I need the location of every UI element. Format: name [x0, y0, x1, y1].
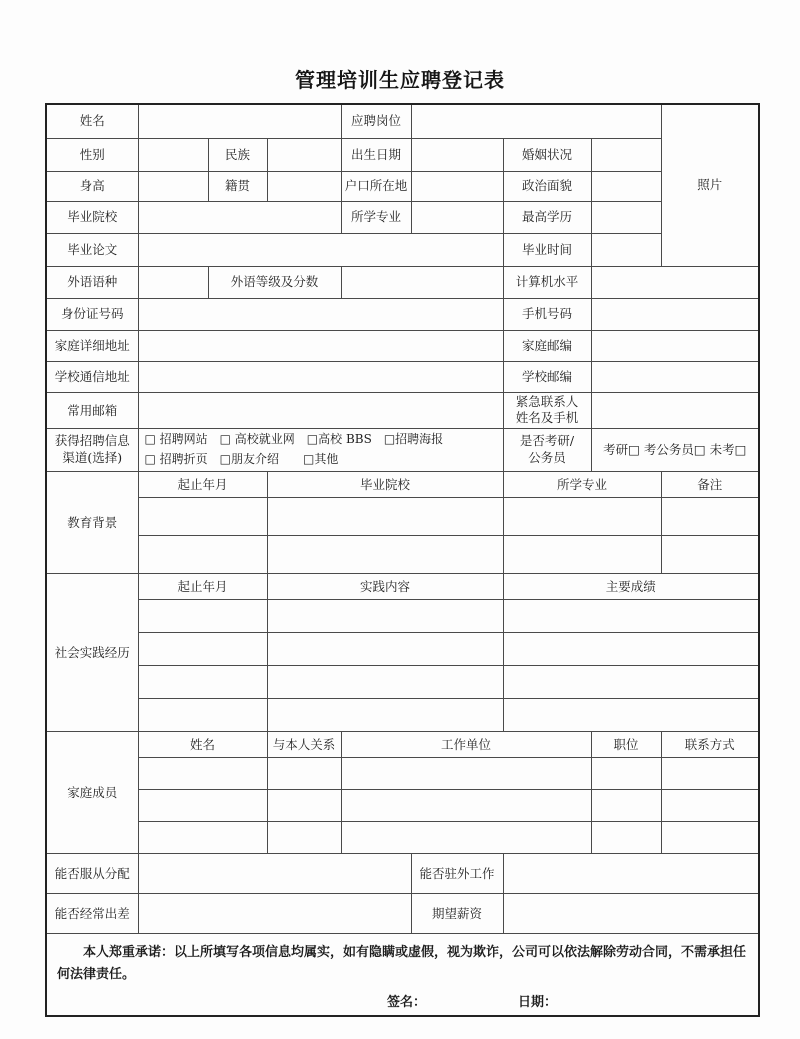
- position-field[interactable]: [411, 104, 661, 138]
- foreign-language-field[interactable]: [138, 266, 208, 298]
- education-header-period: 起止年月: [138, 471, 267, 497]
- declaration-text: 本人郑重承诺：以上所填写各项信息均属实，如有隐瞒或虚假，视为欺诈，公司可以依法解除劳动合同，不需承担任何法律责任。: [57, 944, 747, 982]
- position-label: 应聘岗位: [341, 104, 411, 138]
- education-row-cell[interactable]: [661, 535, 759, 573]
- family-section-label: 家庭成员: [46, 731, 138, 853]
- channel-checkbox-row1[interactable]: □ 招聘网站 □ 高校就业网 □高校 BBS □招聘海报: [144, 432, 444, 447]
- family-row-cell[interactable]: [138, 789, 267, 821]
- mobile-field[interactable]: [591, 298, 759, 330]
- recruit-channel-label: [46, 429, 138, 472]
- hukou-field[interactable]: [411, 171, 503, 201]
- form-title: 管理培训生应聘登记表: [295, 68, 505, 92]
- family-row-cell[interactable]: [661, 757, 759, 789]
- family-row-cell[interactable]: [267, 757, 341, 789]
- family-row-cell[interactable]: [591, 757, 661, 789]
- emergency-contact-label-line2: 姓名及手机: [515, 410, 579, 426]
- practice-row-cell[interactable]: [503, 632, 759, 665]
- id-number-label: 身份证号码: [46, 298, 138, 330]
- family-row-cell[interactable]: [661, 821, 759, 853]
- salary-label: 期望薪资: [411, 893, 503, 933]
- practice-row-cell[interactable]: [503, 599, 759, 632]
- practice-row-cell[interactable]: [267, 599, 503, 632]
- family-row-cell[interactable]: [341, 789, 591, 821]
- signature-row: [57, 995, 748, 1011]
- birthdate-label: 出生日期: [341, 138, 411, 171]
- marital-status-field[interactable]: [591, 138, 661, 171]
- emergency-contact-label-line1: 紧急联系人: [515, 393, 579, 409]
- emergency-contact-label: [503, 392, 591, 429]
- thesis-field[interactable]: [138, 233, 503, 266]
- computer-level-label: 计算机水平: [503, 266, 591, 298]
- computer-level-field[interactable]: [591, 266, 759, 298]
- thesis-label: 毕业论文: [46, 233, 138, 266]
- education-header-major: 所学专业: [503, 471, 661, 497]
- home-zip-label: 家庭邮编: [503, 330, 591, 361]
- school-address-field[interactable]: [138, 361, 503, 392]
- family-row-cell[interactable]: [267, 789, 341, 821]
- language-level-label: 外语等级及分数: [208, 266, 341, 298]
- practice-row-cell[interactable]: [267, 698, 503, 731]
- native-place-field[interactable]: [267, 171, 341, 201]
- height-field[interactable]: [138, 171, 208, 201]
- relocate-label: 能否服从分配: [46, 853, 138, 893]
- exam-label-line2: 公务员: [528, 450, 566, 466]
- salary-field[interactable]: [503, 893, 759, 933]
- native-place-label: 籍贯: [208, 171, 267, 201]
- hukou-label: 户口所在地: [341, 171, 411, 201]
- practice-header-achievement: 主要成绩: [503, 573, 759, 599]
- name-label: 姓名: [46, 104, 138, 138]
- school-zip-label: 学校邮编: [503, 361, 591, 392]
- practice-header-period: 起止年月: [138, 573, 267, 599]
- practice-header-content: 实践内容: [267, 573, 503, 599]
- home-address-label: 家庭详细地址: [46, 330, 138, 361]
- education-header-remark: 备注: [661, 471, 759, 497]
- date-label[interactable]: 日期：: [518, 995, 558, 1011]
- education-section-label: 教育背景: [46, 471, 138, 573]
- practice-row-cell[interactable]: [267, 632, 503, 665]
- graduation-time-field[interactable]: [591, 233, 661, 266]
- practice-row-cell[interactable]: [503, 698, 759, 731]
- school-zip-field[interactable]: [591, 361, 759, 392]
- education-row-cell[interactable]: [138, 497, 267, 535]
- height-label: 身高: [46, 171, 138, 201]
- emergency-contact-field[interactable]: [591, 392, 759, 429]
- education-row-cell[interactable]: [138, 535, 267, 573]
- home-address-field[interactable]: [138, 330, 503, 361]
- email-field[interactable]: [138, 392, 503, 429]
- major-label: 所学专业: [341, 201, 411, 233]
- degree-field[interactable]: [591, 201, 661, 233]
- email-label: 常用邮箱: [46, 392, 138, 429]
- recruit-channel-label-line2: 渠道(选择): [62, 450, 123, 466]
- ethnicity-field[interactable]: [267, 138, 341, 171]
- exam-label-line1: 是否考研/: [519, 433, 575, 449]
- family-header-employer: 工作单位: [341, 731, 591, 757]
- practice-section-label: 社会实践经历: [46, 573, 138, 731]
- family-row-cell[interactable]: [661, 789, 759, 821]
- ethnicity-label: 民族: [208, 138, 267, 171]
- education-row-cell[interactable]: [267, 497, 503, 535]
- relocate-field[interactable]: [138, 853, 411, 893]
- major-field[interactable]: [411, 201, 503, 233]
- recruit-channel-options: [138, 429, 503, 472]
- family-row-cell[interactable]: [591, 789, 661, 821]
- abroad-field[interactable]: [503, 853, 759, 893]
- family-row-cell[interactable]: [591, 821, 661, 853]
- college-field[interactable]: [138, 201, 341, 233]
- practice-row-cell[interactable]: [138, 599, 267, 632]
- id-number-field[interactable]: [138, 298, 503, 330]
- practice-row-cell[interactable]: [138, 632, 267, 665]
- family-row-cell[interactable]: [138, 757, 267, 789]
- family-header-relation: 与本人关系: [267, 731, 341, 757]
- education-row-cell[interactable]: [503, 535, 661, 573]
- exam-label: [503, 429, 591, 472]
- exam-checkbox-options[interactable]: 考研□ 考公务员□ 未考□: [591, 429, 759, 472]
- education-row-cell[interactable]: [661, 497, 759, 535]
- education-row-cell[interactable]: [503, 497, 661, 535]
- political-status-field[interactable]: [591, 171, 661, 201]
- family-header-contact: 联系方式: [661, 731, 759, 757]
- gender-label: 性别: [46, 138, 138, 171]
- abroad-label: 能否驻外工作: [411, 853, 503, 893]
- practice-row-cell[interactable]: [267, 665, 503, 698]
- practice-row-cell[interactable]: [138, 698, 267, 731]
- recruit-channel-label-line1: 获得招聘信息: [54, 433, 130, 449]
- travel-label: 能否经常出差: [46, 893, 138, 933]
- travel-field[interactable]: [138, 893, 411, 933]
- photo-cell: 照片: [661, 104, 759, 266]
- channel-checkbox-row2[interactable]: □ 招聘折页 □朋友介绍 □其他: [144, 452, 339, 467]
- college-label: 毕业院校: [46, 201, 138, 233]
- gender-field[interactable]: [138, 138, 208, 171]
- marital-status-label: 婚姻状况: [503, 138, 591, 171]
- family-row-cell[interactable]: [138, 821, 267, 853]
- home-zip-field[interactable]: [591, 330, 759, 361]
- name-field[interactable]: [138, 104, 341, 138]
- practice-row-cell[interactable]: [503, 665, 759, 698]
- family-header-position: 职位: [591, 731, 661, 757]
- language-level-field[interactable]: [341, 266, 503, 298]
- degree-label: 最高学历: [503, 201, 591, 233]
- political-status-label: 政治面貌: [503, 171, 591, 201]
- graduation-time-label: 毕业时间: [503, 233, 591, 266]
- family-row-cell[interactable]: [341, 757, 591, 789]
- family-header-name: 姓名: [138, 731, 267, 757]
- school-address-label: 学校通信地址: [46, 361, 138, 392]
- birthdate-field[interactable]: [411, 138, 503, 171]
- mobile-label: 手机号码: [503, 298, 591, 330]
- declaration-cell: [46, 933, 759, 1016]
- family-row-cell[interactable]: [341, 821, 591, 853]
- signature-label[interactable]: 签名：: [387, 995, 427, 1011]
- foreign-language-label: 外语语种: [46, 266, 138, 298]
- education-row-cell[interactable]: [267, 535, 503, 573]
- education-header-college: 毕业院校: [267, 471, 503, 497]
- practice-row-cell[interactable]: [138, 665, 267, 698]
- application-form-table: [45, 103, 760, 1017]
- family-row-cell[interactable]: [267, 821, 341, 853]
